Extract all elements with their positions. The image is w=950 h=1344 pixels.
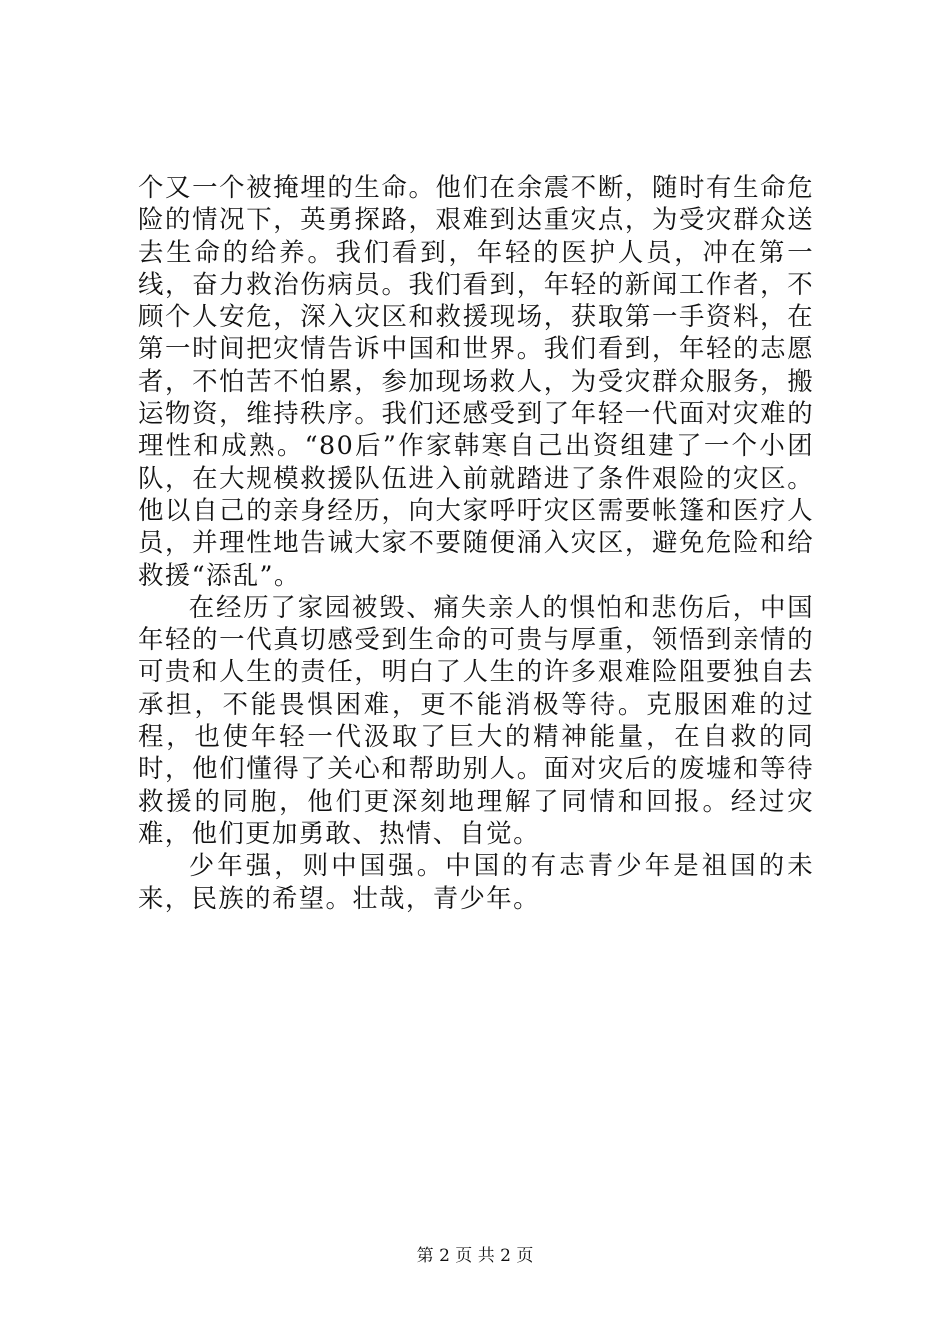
document-body xyxy=(138,171,814,914)
paragraph-3: 少年强，则中国强。中国的有志青少年是祖国的未来，民族的希望。壮哉，青少年。 xyxy=(138,850,814,913)
paragraph-1: 个又一个被掩埋的生命。他们在余震不断，随时有生命危险的情况下，英勇探路，艰难到达重灾点，为受灾群众送去生命的给养。我们看到，年轻的医护人员，冲在第一线，奋力救治伤病员。我们看到，年轻的新闻工作者，不顾个人安危，深入灾区和救援现场，获取第一手资料，在第一时间把灾情告诉中国和世界。我们看到，年轻的志愿者，不怕苦不怕累，参加现场救人，为受灾群众服务，搬运物资，维持秩序。我们还感受到了年轻一代面对灾难的理性和成熟。“80后”作家韩寒自己出资组建了一个小团队，在大规模救援队伍进入前就踏进了条件艰险的灾区。他以自己的亲身经历，向大家呼吁灾区需要帐篷和医疗人员，并理性地告诫大家不要随便涌入灾区，避免危险和给救援“添乱”。 xyxy=(138,172,814,590)
paragraph-2: 在经历了家园被毁、痛失亲人的惧怕和悲伤后，中国年轻的一代真切感受到生命的可贵与厚重，领悟到亲情的可贵和人生的责任，明白了人生的许多艰难险阻要独自去承担，不能畏惧困难，更不能消极等待。克服困难的过程，也使年轻一代汲取了巨大的精神能量，在自救的同时，他们懂得了关心和帮助别人。面对灾后的废墟和等待救援的同胞，他们更深刻地理解了同情和回报。经过灾难，他们更加勇敢、热情、自觉。 xyxy=(138,591,814,848)
page-footer: 第 2 页 共 2 页 xyxy=(416,1246,534,1266)
